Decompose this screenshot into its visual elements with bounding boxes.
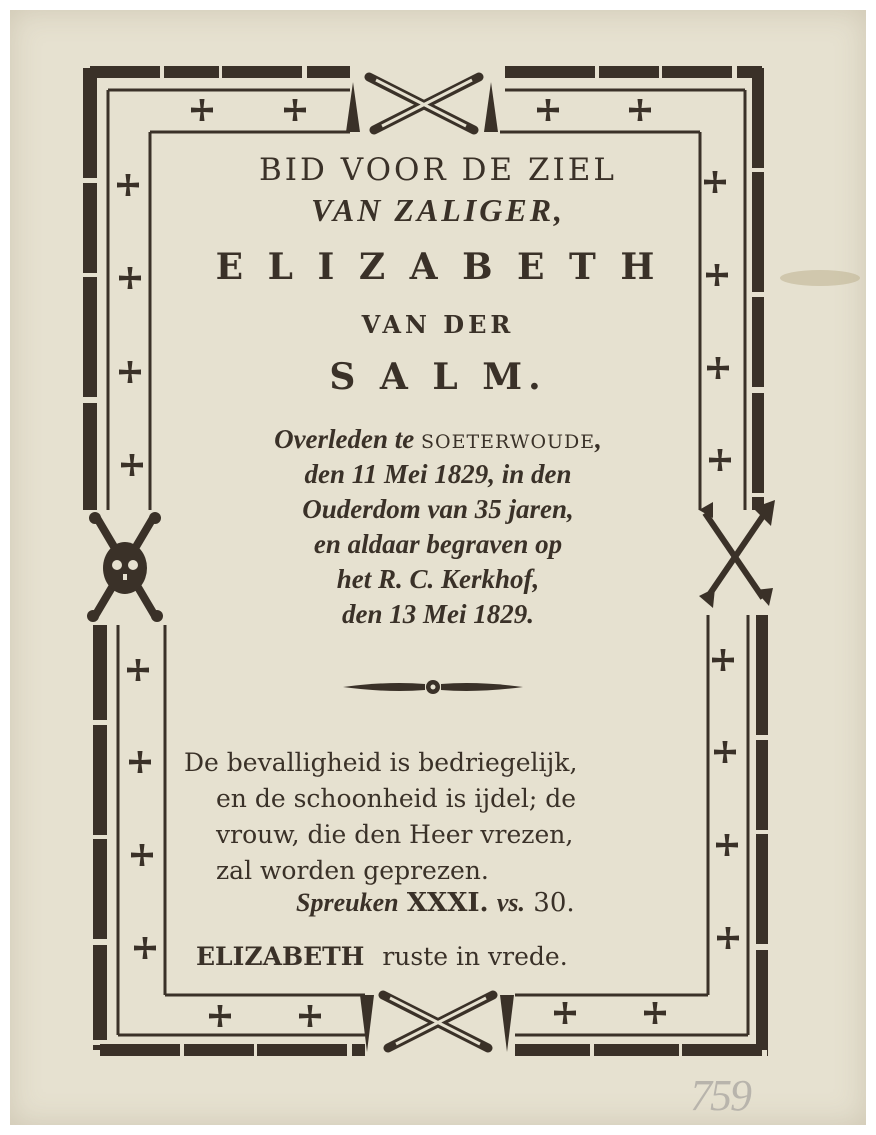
pencil-inventory-number: 759 (690, 1071, 750, 1120)
verse-line-1: De bevalligheid is bedriegelijk, (184, 748, 578, 777)
death-notice-line-2: den 11 Mei 1829, in den (304, 459, 572, 489)
verse-source (296, 888, 816, 918)
closing-line (196, 942, 716, 971)
verse-number: 30. (533, 888, 575, 918)
closing-name: ELIZABETH (196, 942, 365, 971)
death-notice-line-3: Ouderdom van 35 jaren, (302, 494, 574, 524)
death-notice-line-4: en aldaar begraven op (313, 529, 563, 559)
verse-line-3: vrouw, die den Heer vrezen, (216, 820, 574, 849)
death-notice-phrase: Overleden te (274, 424, 415, 454)
death-place: SOETERWOUDE (421, 431, 596, 453)
memorial-card (10, 10, 866, 1125)
verse-line-2: en de schoonheid is ijdel; de (216, 784, 577, 813)
title-line-2: VAN ZALIGER, (310, 192, 566, 228)
verse-abbrev: vs. (496, 888, 526, 917)
first-name: E L I Z A B E T H (215, 246, 661, 288)
death-notice-line-6: den 13 Mei 1829. (342, 599, 534, 629)
verse-chapter: XXXI. (406, 888, 489, 918)
name-particle: VAN DER (361, 310, 515, 339)
verse-line-4: zal worden geprezen. (216, 856, 489, 885)
last-name: S A L M. (329, 356, 547, 398)
death-notice-line-5: het R. C. Kerkhof, (336, 564, 540, 594)
death-notice-line-1 (178, 424, 698, 455)
title-line-1: BID VOOR DE ZIEL (259, 152, 617, 188)
closing-phrase: ruste in vrede. (382, 942, 568, 971)
verse-book: Spreuken (296, 888, 399, 917)
death-notice-comma: , (595, 424, 602, 454)
